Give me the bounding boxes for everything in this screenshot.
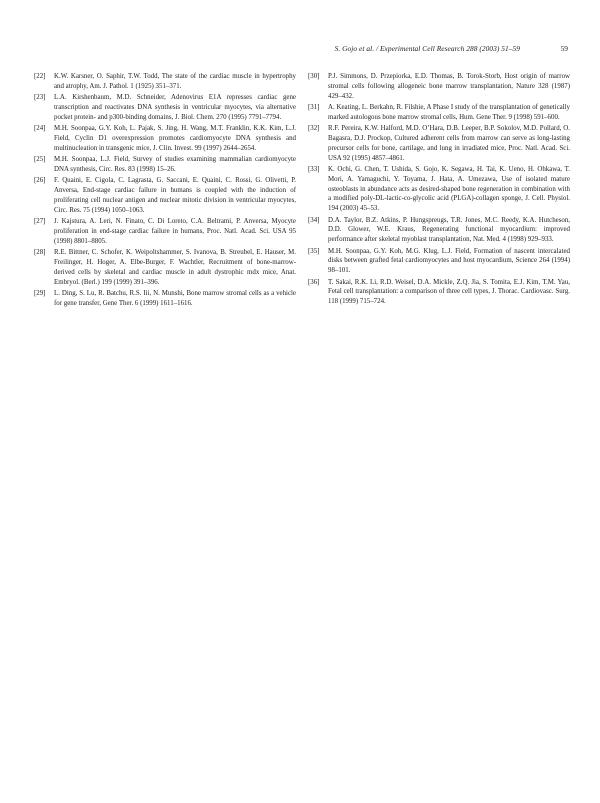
reference-item [34, 289, 296, 309]
reference-text: A. Keating, L. Berkahn, R. Filshie, A Phase I study of the transplantation of genetically marked autologous bone marrow stromal cells, Hum. Gene Ther. 9 (1998) 591–600. [328, 103, 570, 121]
reference-number: [24] [34, 125, 46, 133]
reference-text: M.H. Soonpaa, G.Y. Koh, L. Pajak, S. Jing, H. Wang, M.T. Franklin, K.K. Kim, L.J. Field, Cyclin D1 overexpression promotes cardiomyocyte DNA synthesis and multinucleation in transgenic mice, J. Clin. Invest. 99 (1997) 2644–2654. [54, 125, 296, 152]
reference-number: [36] [308, 278, 320, 286]
page-number: 59 [560, 44, 568, 53]
reference-text: M.H. Soonpaa, L.J. Field, Survey of studies examining mammalian cardiomyocyte DNA synthesis, Circ. Res. 83 (1998) 15–26. [54, 156, 296, 173]
reference-item [308, 103, 570, 123]
reference-number: [35] [308, 247, 320, 255]
page-header [34, 44, 568, 58]
reference-text: K.W. Karsner, O. Saphir, T.W. Todd, The state of the cardiac muscle in hypertrophy and atrophy, Am. J. Pathol. 1 (1925) 351–371. [54, 73, 296, 90]
reference-text: R.F. Pereira, K.W. Halford, M.D. O’Hara, D.B. Leeper, B.P. Sokolov, M.D. Pollard, O. Bagasra, D.J. Prockop, Cultured adherent cells from marrow can serve as long-lasting precursor cells for bone, cartilage, and lung in irradiated mice, Proc. Natl. Acad. Sci. USA 92 (1995) 4857–4861. [328, 125, 570, 162]
reference-number: [26] [34, 177, 46, 185]
reference-text: D.A. Taylor, B.Z. Atkins, P. Hungspreugs, T.R. Jones, M.C. Reedy, K.A. Hutcheson, D.D. Glower, W.E. Kraus, Regenerating functional myocardium: improved performance after skeletal myoblast transplantation, Nat. Med. 4 (1998) 929–933. [328, 216, 570, 244]
reference-number: [33] [308, 165, 320, 173]
reference-number: [25] [34, 156, 46, 164]
reference-text: L.A. Kirshenbaum, M.D. Schneider, Adenovirus E1A represses cardiac gene transcription and reactivates DNA synthesis in ventricular myocytes, via alternative pocket protein- and p300-binding domains, J. Biol. Chem. 270 (1995) 7791–7794. [54, 94, 296, 121]
reference-item [34, 248, 296, 287]
reference-number: [29] [34, 289, 46, 297]
reference-number: [32] [308, 125, 320, 133]
reference-item [34, 72, 296, 92]
reference-number: [28] [34, 249, 46, 257]
reference-item [34, 124, 296, 153]
reference-number: [34] [308, 216, 320, 224]
reference-text: T. Sakai, R.K. Li, R.D. Weisel, D.A. Mickle, Z.Q. Jia, S. Tomita, E.J. Kim, T.M. Yau, Fetal cell transplantation: a comparison of three cell types, J. Thorac. Cardiovasc. Surg. 118 (1999) 715–724. [328, 278, 570, 306]
reference-text: L. Ding, S. Lu, R. Batchu, R.S. Iii, N. Munshi, Bone marrow stromal cells as a vehicle for gene transfer, Gene Ther. 6 (1999) 1611–1616. [54, 289, 296, 307]
reference-item [34, 176, 296, 215]
reference-item [34, 93, 296, 122]
reference-text: R.E. Bittner, C. Schofer, K. Weipoltshammer, S. Ivanova, B. Streubel, E. Hauser, M. Freilinger, H. Hoger, A. Elbe-Burger, F. Wachtler, Recruitment of bone-marrow-derived cells by skeletal and cardiac muscle in adult dystrophic mdx mice, Anat. Embryol. (Berl.) 199 (1999) 391–396. [54, 249, 296, 286]
reference-item [34, 217, 296, 246]
reference-item [308, 72, 570, 101]
reference-text: F. Quaini, E. Cigola, C. Lagrasta, G. Saccani, E. Quaini, C. Rossi, G. Olivetti, P. Anversa, End-stage cardiac failure in humans is coupled with the induction of proliferating cell nuclear antigen and nuclear mitotic division in ventricular myocytes, Circ. Res. 75 (1994) 1050–1063. [54, 177, 296, 214]
reference-number: [22] [34, 73, 46, 80]
reference-item [308, 216, 570, 245]
reference-text: M.H. Soonpaa, G.Y. Koh, M.G. Klug, L.J. Field, Formation of nascent intercalated disks between grafted fetal cardiomyocytes and host myocardium, Science 264 (1994) 98–101. [328, 247, 570, 275]
reference-text: J. Kajstura, A. Leri, N. Finato, C. Di Loreto, C.A. Beltrami, P. Anversa, Myocyte proliferation in end-stage cardiac failure in humans, Proc. Natl. Acad. Sci. USA 95 (1998) 8801–8805. [54, 218, 296, 245]
reference-item [308, 165, 570, 214]
reference-number: [23] [34, 94, 46, 102]
reference-item [34, 155, 296, 175]
reference-text: P.J. Simmons, D. Przepiorka, E.D. Thomas, B. Torok-Storb, Host origin of marrow stromal cells following allogeneic bone marrow transplantation, Nature 328 (1987) 429–432. [328, 73, 570, 100]
running-head: S. Gojo et al. / Experimental Cell Research 288 (2003) 51–59 [334, 44, 520, 53]
reference-number: [31] [308, 103, 320, 111]
reference-number: [30] [308, 73, 320, 80]
reference-item [308, 278, 570, 307]
reference-number: [27] [34, 218, 46, 226]
references-right-column [308, 72, 570, 308]
reference-item [308, 247, 570, 276]
reference-item [308, 124, 570, 163]
references-left-column [34, 72, 296, 310]
reference-text: K. Ochi, G. Chen, T. Ushida, S. Gojo, K. Segawa, H. Tai, K. Ueno, H. Ohkawa, T. Mori, A. Yamaguchi, Y. Toyama, J. Hata, A. Umezawa, Use of isolated mature osteoblasts in abundance acts as desired-shaped bone regeneration in combination with a modified poly-DL-lactic-co-glycolic acid (PLGA)-collagen sponge, J. Cell. Physiol. 194 (2003) 45–53. [328, 165, 570, 213]
